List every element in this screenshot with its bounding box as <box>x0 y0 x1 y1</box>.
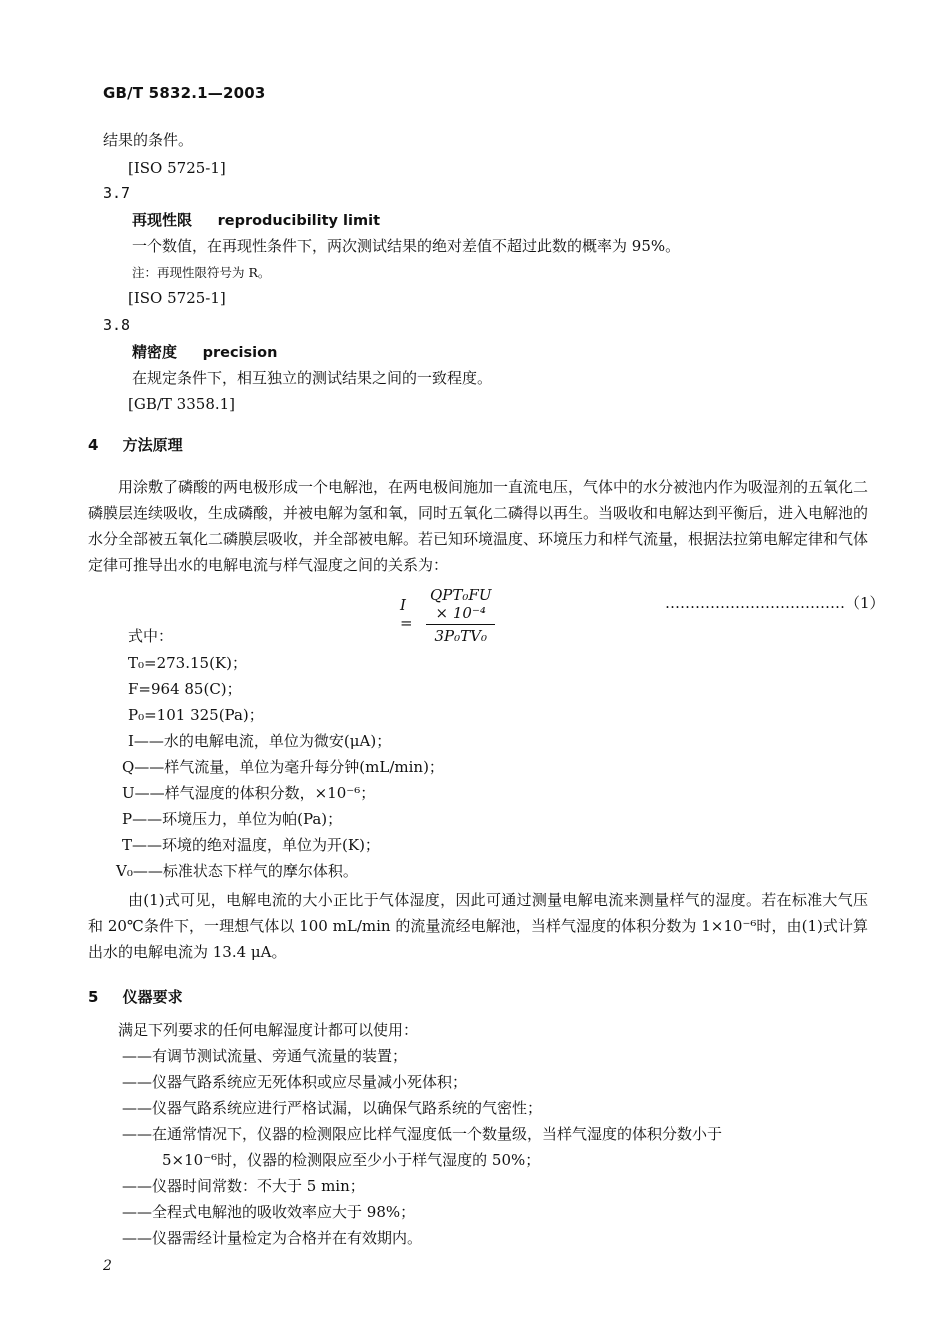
equation-denominator: 3P₀TV₀ <box>434 627 487 645</box>
list-item: ——仪器需经计量检定为合格并在有效期内。 <box>122 1229 423 1247</box>
term-definition: 在规定条件下，相互独立的测试结果之间的一致程度。 <box>132 369 493 387</box>
variable-definition: T₀=273.15(K)； <box>128 654 247 672</box>
clause-number: 3.8 <box>103 316 131 334</box>
variable-definition: P——环境压力，单位为帕(Pa)； <box>122 810 343 828</box>
term-english: precision <box>202 345 278 361</box>
variable-definition: U——样气湿度的体积分数，×10⁻⁶； <box>122 784 376 802</box>
page-number: 2 <box>103 1258 112 1274</box>
section-number: 4 <box>88 436 99 454</box>
equation-numerator: QPT₀FU × 10⁻⁴ <box>430 586 492 622</box>
section-title: 仪器要求 <box>122 988 183 1006</box>
variable-definition: Q——样气流量，单位为毫升每分钟(mL/min)； <box>122 758 444 776</box>
term-chinese: 精密度 <box>132 343 178 361</box>
clause-number: 3.7 <box>103 184 131 202</box>
note: 注：再现性限符号为 R。 <box>132 265 271 280</box>
continued-text: 结果的条件。 <box>103 131 194 149</box>
section-heading <box>88 434 183 455</box>
equation-number: ………………………………（1） <box>665 594 885 612</box>
list-item: ——仪器气路系统应进行严格试漏，以确保气路系统的气密性； <box>122 1099 543 1117</box>
section-number: 5 <box>88 988 99 1006</box>
variable-definition: T——环境的绝对温度，单位为开(K)； <box>122 836 380 854</box>
term-chinese: 再现性限 <box>132 211 193 229</box>
term-heading <box>132 210 380 231</box>
section-title: 方法原理 <box>122 436 183 454</box>
reference: [ISO 5725-1] <box>128 159 226 177</box>
variable-definition: I——水的电解电流，单位为微安(μA)； <box>128 732 392 750</box>
variable-definition: V₀——标准状态下样气的摩尔体积。 <box>116 862 358 880</box>
reference: [GB/T 3358.1] <box>128 395 236 413</box>
variable-definition: P₀=101 325(Pa)； <box>128 706 264 724</box>
term-heading <box>132 342 277 363</box>
list-item: ——在通常情况下，仪器的检测限应比样气湿度低一个数量级，当样气湿度的体积分数小于 <box>122 1125 723 1143</box>
list-intro: 满足下列要求的任何电解湿度计都可以使用： <box>118 1021 419 1039</box>
variable-definition: F=964 85(C)； <box>128 680 242 698</box>
list-item: ——仪器时间常数：不大于 5 min； <box>122 1177 365 1195</box>
paragraph: 用涂敷了磷酸的两电极形成一个电解池，在两电极间施加一直流电压，气体中的水分被池内作为吸湿剂的五氧化二磷膜层连续吸收，生成磷酸，并被电解为氢和氧，同时五氧化二磷得以再生。当吸收和电解达到平衡后，进入电解池的水分全部被五氧化二磷膜层吸收，并全部被电解。若已知环境温度、环境压力和样气流量，根据法拉第电解定律和气体定律可推导出水的电解电流与样气湿度之间的关系为： <box>88 478 869 574</box>
term-definition: 一个数值，在再现性条件下，两次测试结果的绝对差值不超过此数的概率为 95%。 <box>132 237 681 255</box>
list-item-continuation: 5×10⁻⁶时，仪器的检测限应至少小于样气湿度的 50%； <box>162 1151 541 1169</box>
equation-fraction <box>426 586 495 645</box>
paragraph: 由(1)式可见，电解电流的大小正比于气体湿度，因此可通过测量电解电流来测量样气的湿度。若在标准大气压和 20℃条件下，一理想气体以 100 mL/min 的流量流经电解池，当样气湿度的体积分数为 1×10⁻⁶时，由(1)式计算出水的电解电流为 13.4 μA。 <box>88 891 868 961</box>
list-item: ——仪器气路系统应无死体积或应尽量减小死体积； <box>122 1073 468 1091</box>
standard-code: GB/T 5832.1—2003 <box>103 84 266 102</box>
term-english: reproducibility limit <box>217 213 380 229</box>
where-label: 式中： <box>128 627 174 645</box>
section-heading <box>88 986 183 1007</box>
list-item: ——全程式电解池的吸收效率应大于 98%； <box>122 1203 416 1221</box>
equation-lhs: I = <box>400 596 413 632</box>
reference: [ISO 5725-1] <box>128 289 226 307</box>
fraction-bar <box>426 624 495 625</box>
list-item: ——有调节测试流量、旁通气流量的装置； <box>122 1047 408 1065</box>
